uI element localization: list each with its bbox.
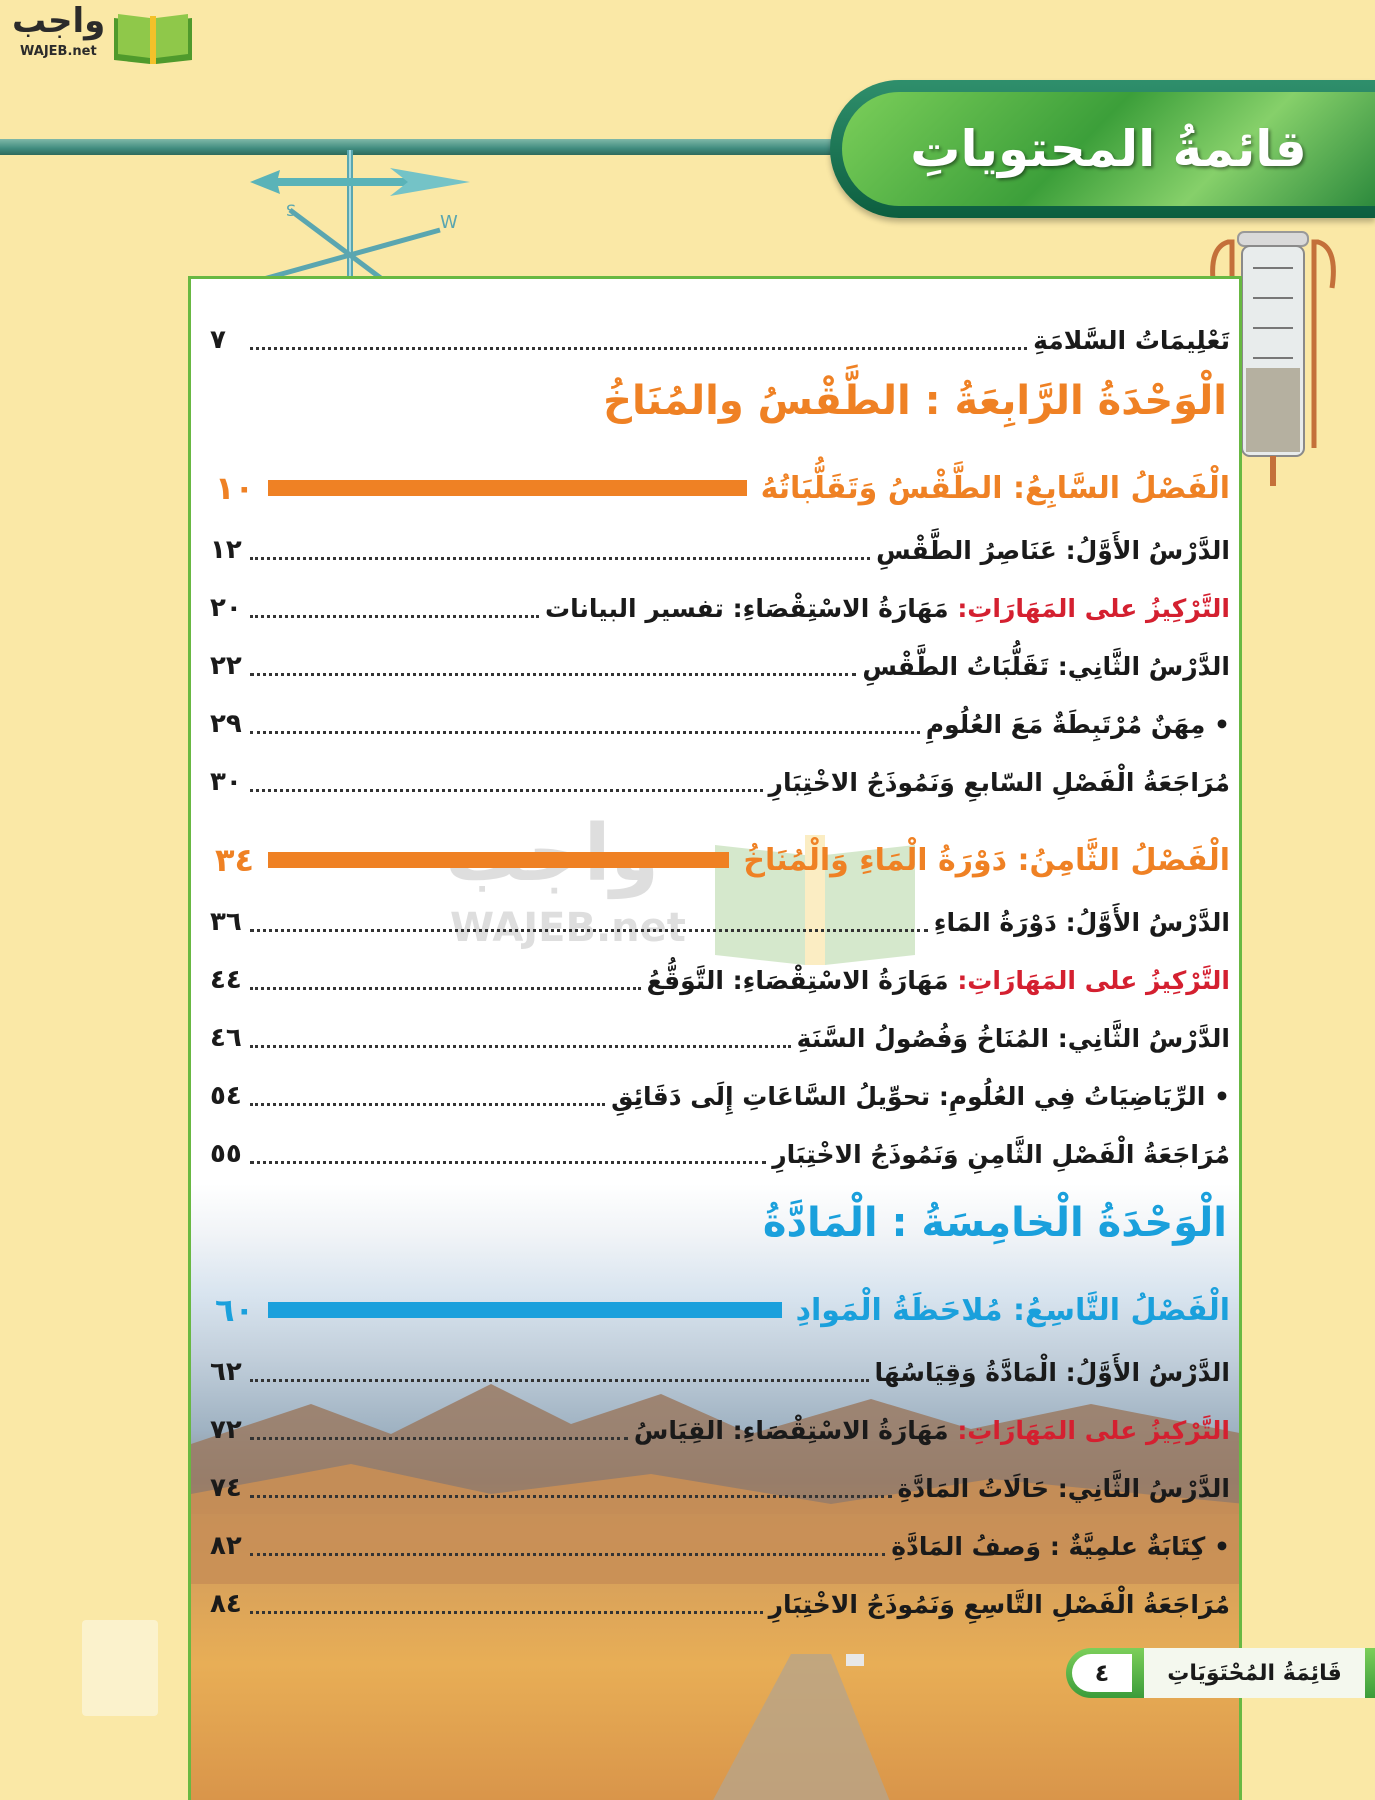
entry-text: المُنَاخُ وَفُصُولُ السَّنَةِ — [796, 1023, 1058, 1053]
dot-leader — [250, 1495, 892, 1498]
unit-heading: الْوَحْدَةُ الرَّابِعَةُ : الطَّقْسُ والمُنَاخُ — [603, 378, 1227, 424]
dot-leader — [250, 557, 870, 560]
entry-prefix: الرِّيَاضِيَاتُ فِي العُلُومِ: — [938, 1081, 1206, 1111]
toc-entry[interactable] — [210, 318, 1230, 362]
toc-page-number: ٢٠ — [210, 593, 242, 623]
toc-entry[interactable] — [210, 586, 1230, 630]
toc-page-number: ٦٢ — [210, 1357, 242, 1387]
dot-leader — [250, 1161, 766, 1164]
dot-leader — [250, 347, 1027, 350]
footer-title: قَائِمَةُ المُحْتَوَيَاتِ — [1144, 1648, 1365, 1698]
toc-page-number: ٢٢ — [210, 651, 242, 681]
toc-page-number: ٧٢ — [210, 1415, 242, 1445]
chapter-title: الْفَصْلُ السَّابِعُ: الطَّقْسُ وَتَقَلُّبَاتُهُ — [760, 470, 1230, 506]
unit-heading: الْوَحْدَةُ الْخامِسَةُ : الْمَادَّةُ — [762, 1200, 1227, 1246]
page-footer — [1066, 1648, 1375, 1698]
chapter-bar — [268, 1302, 782, 1318]
page-title: قائمةُ المحتوياتِ — [910, 120, 1307, 178]
watermark-latin-text: WAJEB.net — [450, 905, 686, 951]
entry-prefix: الدَّرْسُ الأَوَّلُ: — [1065, 535, 1230, 565]
toc-entry-label — [876, 536, 1230, 565]
toc-page-number: ٣٦ — [210, 907, 242, 937]
entry-text: عَنَاصِرُ الطَّقْسِ — [876, 535, 1066, 565]
entry-text: مُرَاجَعَةُ الْفَصْلِ الثَّامِنِ وَنَمُوذَجُ الاخْتِبَارِ — [772, 1139, 1230, 1169]
toc-entry-label — [797, 1024, 1230, 1053]
toc-page-number: ٧ — [210, 325, 226, 355]
dot-leader — [250, 1045, 791, 1048]
entry-text: مَهَارَةُ الاسْتِقْصَاءِ: القِيَاسُ — [633, 1415, 958, 1445]
svg-text:W: W — [440, 212, 458, 233]
toc-entry-label — [934, 908, 1230, 937]
toc-page-number: ٢٩ — [210, 709, 242, 739]
entry-prefix: التَّرْكِيزُ على المَهَارَاتِ: — [957, 965, 1230, 995]
dot-leader — [250, 731, 920, 734]
toc-entry[interactable] — [210, 1074, 1230, 1118]
toc-entry[interactable] — [210, 644, 1230, 688]
toc-entry[interactable] — [210, 1132, 1230, 1176]
toc-entry[interactable] — [210, 528, 1230, 572]
dot-leader — [250, 1103, 605, 1106]
entry-prefix: الدَّرْسُ الأَوَّلُ: — [1065, 1357, 1230, 1387]
entry-text: تحوِّيلُ السَّاعَاتِ إِلَى دَقَائِقِ — [611, 1081, 939, 1111]
chapter-title: الْفَصْلُ التَّاسِعُ: مُلاحَظَةُ الْمَوادِ — [795, 1292, 1230, 1328]
dot-leader — [250, 987, 641, 990]
entry-prefix: الدَّرْسُ الثَّانِي: — [1057, 1473, 1230, 1503]
chapter-entry[interactable] — [215, 836, 1230, 884]
toc-page-number: ٧٤ — [210, 1473, 242, 1503]
entry-text: حَالَاتُ المَادَّةِ — [897, 1473, 1058, 1503]
entry-prefix: التَّرْكِيزُ على المَهَارَاتِ: — [957, 593, 1230, 623]
toc-entry[interactable] — [210, 1582, 1230, 1626]
toc-entry-label — [898, 1474, 1230, 1503]
entry-prefix: كِتَابَةٌ علمِيَّةٌ : — [1049, 1531, 1206, 1561]
toc-entry-label — [772, 1140, 1230, 1169]
chapter-entry[interactable] — [215, 464, 1230, 512]
entry-text: تَقَلُّبَاتُ الطَّقْسِ — [862, 651, 1058, 681]
entry-prefix: الدَّرْسُ الثَّانِي: — [1057, 1023, 1230, 1053]
toc-entry[interactable] — [210, 1408, 1230, 1452]
toc-page-number: ٨٤ — [210, 1589, 242, 1619]
entry-prefix: الدَّرْسُ الأَوَّلُ: — [1065, 907, 1230, 937]
chapter-page-number: ٣٤ — [215, 841, 255, 879]
toc-page-number: ١٢ — [210, 535, 242, 565]
dot-leader — [250, 789, 763, 792]
toc-entry[interactable] — [210, 1466, 1230, 1510]
toc-page-number: ٤٦ — [210, 1023, 242, 1053]
entry-text: مَهَارَةُ الاسْتِقْصَاءِ: تفسير البيانات — [544, 593, 958, 623]
chapter-page-number: ٦٠ — [215, 1291, 255, 1329]
entry-prefix: الدَّرْسُ الثَّانِي: — [1057, 651, 1230, 681]
dot-leader — [250, 929, 928, 932]
page-number: ٤ — [1072, 1654, 1132, 1692]
dot-leader — [250, 615, 539, 618]
chapter-bar — [268, 480, 747, 496]
toc-page-number: ٨٢ — [210, 1531, 242, 1561]
toc-entry-label — [891, 1532, 1230, 1561]
toc-entry[interactable] — [210, 958, 1230, 1002]
toc-entry[interactable] — [210, 702, 1230, 746]
entry-text: مُرَاجَعَةُ الْفَصْلِ التَّاسِعِ وَنَمُوذَجُ الاخْتِبَارِ — [768, 1589, 1230, 1619]
dot-leader — [250, 1611, 763, 1614]
toc-page-number: ٥٤ — [210, 1081, 242, 1111]
toc-page-number: ٣٠ — [210, 767, 242, 797]
toc-entry-label — [926, 710, 1230, 739]
toc-entry-label — [875, 1358, 1230, 1387]
entry-text: تَعْلِيمَاتُ السَّلامَةِ — [1033, 325, 1230, 355]
entry-text: دَوْرَةُ المَاءِ — [933, 907, 1066, 937]
entry-text: وَصفُ المَادَّةِ — [891, 1531, 1050, 1561]
toc-entry-label — [862, 652, 1230, 681]
entry-prefix: التَّرْكِيزُ على المَهَارَاتِ: — [957, 1415, 1230, 1445]
toc-page-number: ٥٥ — [210, 1139, 242, 1169]
entry-text: مَهَارَةُ الاسْتِقْصَاءِ: التَّوَقُّعُ — [646, 965, 958, 995]
toc-entry[interactable] — [210, 900, 1230, 944]
dot-leader — [250, 1437, 628, 1440]
toc-entry-label — [647, 966, 1230, 995]
dot-leader — [250, 1553, 885, 1556]
entry-prefix: مِهَنٌ مُرْتَبِطَةٌ مَعَ العُلُومِ — [925, 709, 1206, 739]
chapter-title: الْفَصْلُ الثَّامِنُ: دَوْرَةُ الْمَاءِ وَالْمُنَاخُ — [743, 842, 1230, 878]
toc-entry-label — [769, 768, 1230, 797]
toc-entry-label — [769, 1590, 1230, 1619]
toc-entry-label — [634, 1416, 1230, 1445]
dot-leader — [250, 1379, 869, 1382]
entry-text: الْمَادَّةُ وَقِيَاسُهَا — [874, 1357, 1066, 1387]
toc-page-number: ٤٤ — [210, 965, 242, 995]
chapter-bar — [268, 852, 729, 868]
side-badge — [82, 1620, 158, 1716]
toc-entry[interactable] — [210, 1350, 1230, 1394]
chapter-page-number: ١٠ — [215, 469, 255, 507]
toc-entry-label — [545, 594, 1230, 623]
toc-entry[interactable] — [210, 1524, 1230, 1568]
dot-leader — [250, 673, 856, 676]
svg-text:S: S — [286, 201, 297, 220]
toc-entry-label — [611, 1082, 1230, 1111]
toc-entry-label — [1033, 326, 1230, 355]
chapter-entry[interactable] — [215, 1286, 1230, 1334]
entry-text: مُرَاجَعَةُ الْفَصْلِ السّابعِ وَنَمُوذَجُ الاخْتِبَارِ — [768, 767, 1230, 797]
toc-entry[interactable] — [210, 760, 1230, 804]
toc-entry[interactable] — [210, 1016, 1230, 1060]
logo-arabic-text: واجب — [12, 1, 106, 41]
logo-latin-text: WAJEB.net — [20, 44, 97, 59]
